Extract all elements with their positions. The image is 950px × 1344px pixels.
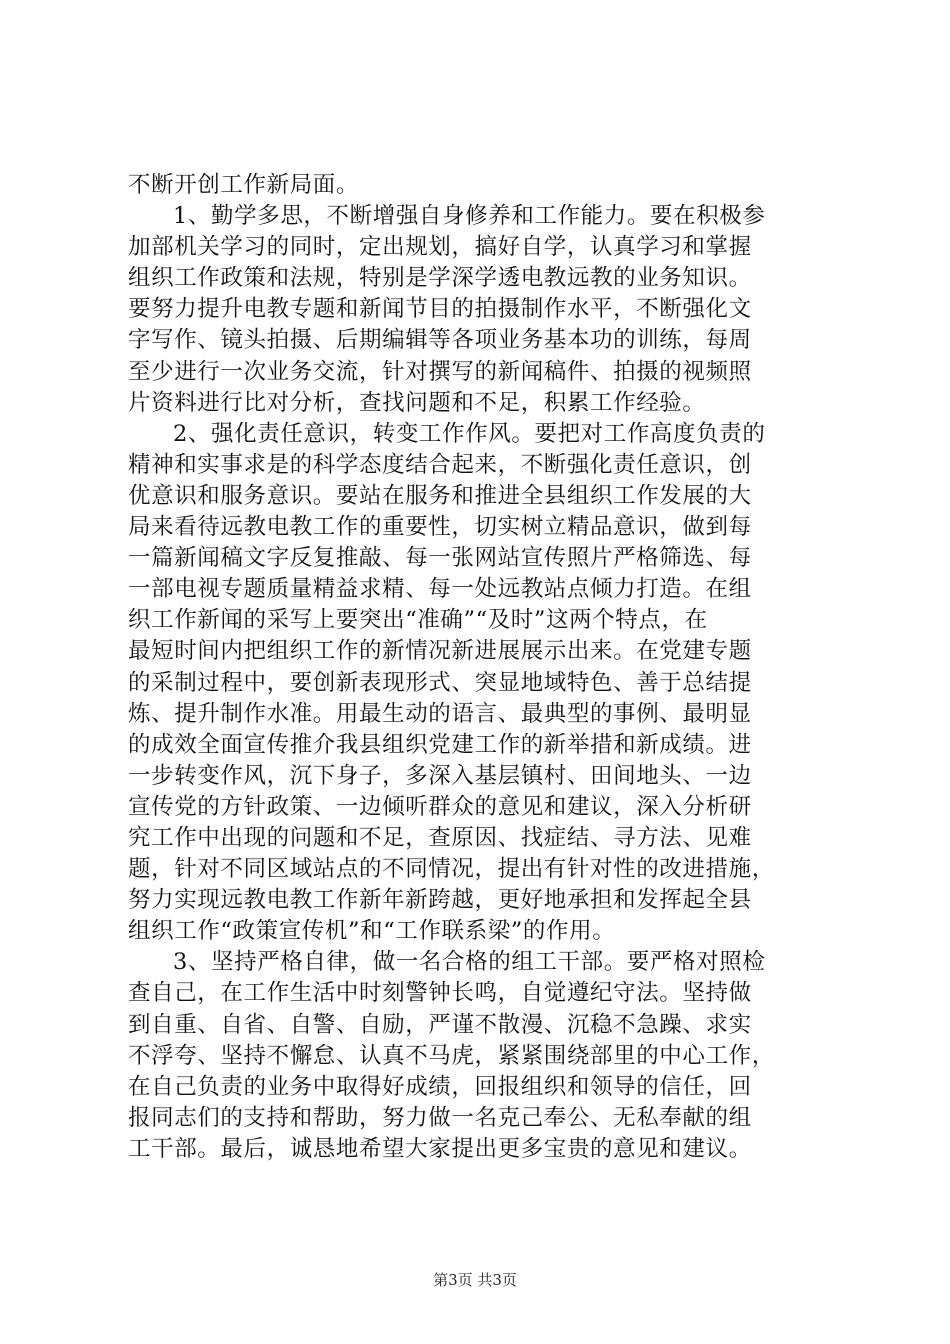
body-text — [128, 170, 840, 1165]
text-line: 字写作、镜头拍摄、后期编辑等各项业务基本功的训练，每周 — [128, 327, 752, 354]
text-line: 最短时间内把组织工作的新情况新进展展示出来。在党建专题 — [128, 638, 752, 665]
text-line: 到自重、自省、自警、自励，严谨不散漫、沉稳不急躁、求实 — [128, 1011, 752, 1038]
text-line: 报同志们的支持和帮助，努力做一名克己奉公、无私奉献的组 — [128, 1104, 752, 1131]
text-line: 一部电视专题质量精益求精、每一处远教站点倾力打造。在组 — [128, 576, 752, 603]
text-line: 不断开创工作新局面。 — [128, 172, 360, 198]
text-line: 的采制过程中，要创新表现形式、突显地域特色、善于总结提 — [128, 669, 752, 696]
text-line: 题，针对不同区域站点的不同情况，提出有针对性的改进措施， — [128, 856, 775, 883]
text-line: 工干部。最后，诚恳地希望大家提出更多宝贵的意见和建议。 — [128, 1135, 752, 1162]
paragraph-3-start: 3、坚持严格自律，做一名合格的组工干部。要严格对照检 — [173, 949, 766, 976]
text-line: 至少进行一次业务交流，针对撰写的新闻稿件、拍摄的视频照 — [128, 358, 752, 385]
text-line: 一篇新闻稿文字反复推敲、每一张网站宣传照片严格筛选、每 — [128, 545, 752, 572]
text-line: 努力实现远教电教工作新年新跨越，更好地承担和发挥起全县 — [128, 887, 752, 914]
text-line: 织工作新闻的采写上要突出“准确”“及时”这两个特点，在 — [128, 607, 708, 634]
text-line: 加部机关学习的同时，定出规划，搞好自学，认真学习和掌握 — [128, 234, 752, 261]
paragraph-1-start: 1、勤学多思，不断增强自身修养和工作能力。要在积极参 — [173, 203, 766, 230]
text-line: 查自己，在工作生活中时刻警钟长鸣，自觉遵纪守法。坚持做 — [128, 980, 752, 1007]
text-line: 的成效全面宣传推介我县组织党建工作的新举措和新成绩。进 — [128, 731, 752, 758]
text-line: 在自己负责的业务中取得好成绩，回报组织和领导的信任，回 — [128, 1073, 752, 1100]
page-number-footer: 第3页 共3页 — [433, 1271, 517, 1289]
paragraph-2-start: 2、强化责任意识，转变工作作风。要把对工作高度负责的 — [173, 420, 766, 447]
text-line: 局来看待远教电教工作的重要性，切实树立精品意识，做到每 — [128, 514, 752, 541]
text-line: 片资料进行比对分析，查找问题和不足，积累工作经验。 — [128, 389, 706, 416]
text-line: 组织工作政策和法规，特别是学深学透电教远教的业务知识。 — [128, 265, 752, 292]
text-line: 炼、提升制作水准。用最生动的语言、最典型的事例、最明显 — [128, 700, 752, 727]
text-line: 要努力提升电教专题和新闻节目的拍摄制作水平，不断强化文 — [128, 296, 752, 323]
text-line: 一步转变作风，沉下身子，多深入基层镇村、田间地头、一边 — [128, 762, 752, 789]
text-line: 究工作中出现的问题和不足，查原因、找症结、寻方法、见难 — [128, 824, 752, 851]
text-line: 优意识和服务意识。要站在服务和推进全县组织工作发展的大 — [128, 482, 752, 509]
text-line: 不浮夸、坚持不懈怠、认真不马虎，紧紧围绕部里的中心工作， — [128, 1042, 775, 1069]
text-line: 宣传党的方针政策、一边倾听群众的意见和建议，深入分析研 — [128, 793, 752, 820]
text-line: 组织工作“政策宣传机”和“工作联系梁”的作用。 — [128, 918, 616, 945]
text-line: 精神和实事求是的科学态度结合起来，不断强化责任意识，创 — [128, 451, 752, 478]
